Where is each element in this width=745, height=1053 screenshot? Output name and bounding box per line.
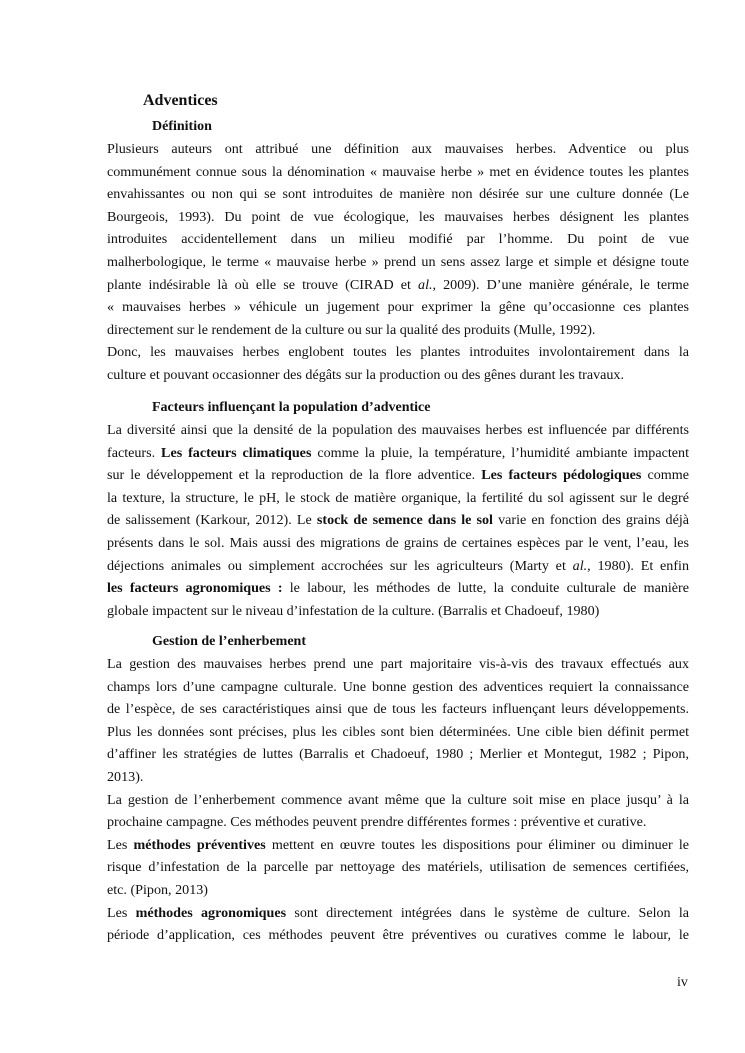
text-line: Les méthodes préventives mettent en œuvre toutes les dispositions pour éliminer ou diminuer le (107, 836, 690, 853)
text-line: la texture, la structure, le pH, le stock de matière organique, la fertilité du sol agissent sur le degré (107, 489, 689, 506)
text-line: culture et pouvant occasionner des dégâts sur la production ou des gênes durant les travaux. (107, 366, 625, 383)
text-line: globale impactent sur le niveau d’infestation de la culture. (Barralis et Chadoeuf, 1980) (107, 602, 600, 619)
text-line: communément connue sous la dénomination « mauvaise herbe » met en évidence toutes les plantes (107, 163, 689, 180)
text-line: plante indésirable là où elle se trouve (CIRAD et al., 2009). D’une manière générale, le terme (107, 276, 689, 293)
text-line: Bourgeois, 1993). Du point de vue écologique, les mauvaises herbes désignent les plantes (107, 208, 689, 225)
text-line: facteurs. Les facteurs climatiques comme la pluie, la température, l’humidité ambiante impactent (107, 444, 689, 461)
subheading-management: Gestion de l’enherbement (152, 634, 306, 649)
text-line: sur le développement et la reproduction de la flore adventice. Les facteurs pédologiques comme (107, 467, 689, 484)
text-line: La gestion de l’enherbement commence avant même que la culture soit mise en place jusqu’ à la (107, 791, 689, 808)
text-line: présents dans le sol. Mais aussi des migrations de grains de certaines espèces par le vent, l’eau, les (107, 534, 689, 551)
text-line: de salissement (Karkour, 2012). Le stock de semence dans le sol varie en fonction des grains déjà (107, 512, 689, 529)
text-line: de l’espèce, de ses caractéristiques ainsi que de tous les facteurs influençant leurs développements. (107, 701, 689, 718)
text-line: 2013). (107, 768, 144, 785)
text-line: période d’application, ces méthodes peuvent être préventives ou curatives comme le labour, le (107, 927, 689, 944)
text-line: Plusieurs auteurs ont attribué une définition aux mauvaises herbes. Adventice ou plus (107, 141, 689, 157)
text-line: Donc, les mauvaises herbes englobent toutes les plantes introduites involontairement dans la (107, 344, 689, 361)
text-line: prochaine campagne. Ces méthodes peuvent prendre différentes formes : préventive et curative. (107, 814, 647, 831)
text-line: introduites accidentellement dans un milieu modifié par l’homme. Du point de vue (107, 231, 689, 248)
text-line: les facteurs agronomiques : le labour, les méthodes de lutte, la conduite culturale de manière (107, 580, 689, 597)
text-line: Plus les données sont précises, plus les cibles sont bien déterminées. Une cible bien définit permet (107, 723, 689, 740)
text-line: « mauvaises herbes » véhicule un jugement pour exprimer la gêne qu’occasionne ces plantes (107, 299, 689, 316)
paragraph-management (107, 653, 689, 947)
text-line: envahissantes ou non qui se sont introduites de manière non désirée sur une culture donnée (Le (107, 186, 689, 203)
text-line: déjections animales ou simplement accrochées sur les agriculteurs (Marty et al., 1980). Et enfin (107, 557, 690, 574)
paragraph-factors (107, 419, 689, 622)
page-number: iv (677, 975, 688, 990)
text-line: directement sur le rendement de la culture ou sur la qualité des produits (Mulle, 1992). (107, 321, 596, 338)
text-line: champs lors d’une campagne culturale. Une bonne gestion des adventices requiert la connaissance (107, 678, 689, 695)
text-line: risque d’infestation de la parcelle par nettoyage des matériels, utilisation de semences certifiées, (107, 859, 689, 876)
subheading-factors: Facteurs influençant la population d’adventice (152, 400, 431, 415)
text-line: Les méthodes agronomiques sont directement intégrées dans le système de culture. Selon la (107, 904, 689, 921)
subheading-definition: Définition (152, 119, 212, 134)
section-heading-adventices: Adventices (143, 92, 218, 109)
paragraph-definition (107, 138, 689, 387)
text-line: La diversité ainsi que la densité de la population des mauvaises herbes est influencée par différents (107, 422, 689, 438)
text-line: d’affiner les stratégies de luttes (Barralis et Chadoeuf, 1980 ; Merlier et Montegut, 1982 ; Pipon, (107, 746, 689, 763)
text-line: malherbologique, le terme « mauvaise herbe » prend un sens assez large et simple et désigne toute (107, 253, 689, 270)
text-line: etc. (Pipon, 2013) (107, 881, 208, 898)
text-line: La gestion des mauvaises herbes prend une part majoritaire vis-à-vis des travaux effectués aux (107, 656, 689, 672)
